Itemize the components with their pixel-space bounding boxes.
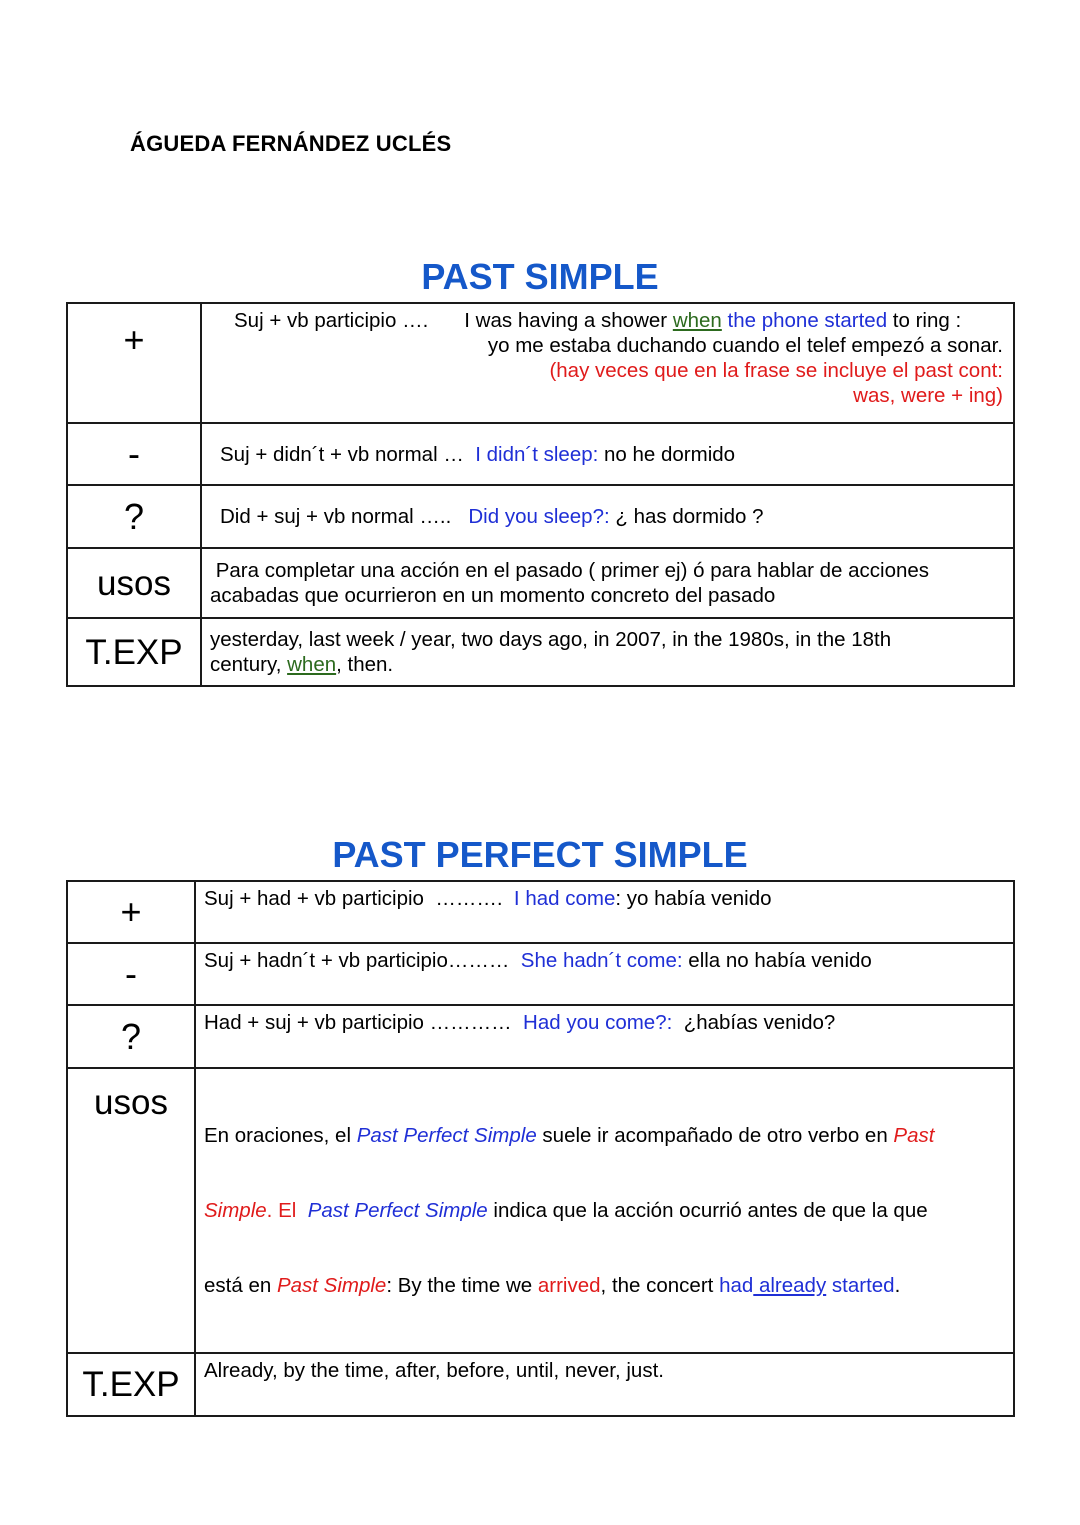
table-row xyxy=(67,1068,1014,1353)
table-row xyxy=(67,618,1014,686)
usos-example: had xyxy=(719,1274,754,1297)
question-formula: Did + suj + vb normal ….. xyxy=(220,505,457,528)
minus-content xyxy=(195,943,1014,1005)
usos-label: usos xyxy=(67,1068,195,1353)
table-row xyxy=(67,423,1014,485)
question-symbol: ? xyxy=(67,485,201,548)
question-example: Had you come?: xyxy=(517,1011,673,1034)
usos-content xyxy=(195,1068,1014,1353)
usos-content xyxy=(201,548,1014,618)
texp-line-2b: , then. xyxy=(336,653,394,676)
usos-term: Simple xyxy=(204,1199,267,1222)
question-example: Did you sleep?: xyxy=(456,505,610,528)
question-symbol: ? xyxy=(67,1005,195,1068)
minus-symbol: - xyxy=(67,423,201,485)
table-row xyxy=(67,485,1014,548)
usos-text: : By the time we xyxy=(386,1274,538,1297)
table-row xyxy=(67,548,1014,618)
usos-term: Past Simple xyxy=(276,1274,387,1297)
minus-formula: Suj + hadn´t + vb participio……… xyxy=(204,949,516,972)
minus-translation: ella no había venido xyxy=(682,949,872,972)
question-translation: ¿habías venido? xyxy=(672,1011,836,1034)
plus-translation: yo me estaba duchando cuando el telef empezó a sonar. xyxy=(487,334,1003,357)
question-content xyxy=(201,485,1014,548)
usos-term: Past Perfect Simple xyxy=(302,1199,488,1222)
table-row xyxy=(67,943,1014,1005)
minus-symbol: - xyxy=(67,943,195,1005)
past-perfect-title: PAST PERFECT SIMPLE xyxy=(332,834,748,875)
usos-term: Past xyxy=(893,1124,935,1147)
usos-line-1: Para completar una acción en el pasado ( primer ej) ó para hablar de acciones xyxy=(210,559,930,582)
minus-example: I didn´t sleep: xyxy=(469,442,599,466)
usos-text: . El xyxy=(266,1199,302,1222)
plus-content xyxy=(195,881,1014,943)
minus-content xyxy=(201,423,1014,485)
texp-when: when xyxy=(287,653,337,676)
usos-text: está en xyxy=(204,1274,277,1297)
question-formula: Had + suj + vb participio ………… xyxy=(204,1011,518,1034)
past-perfect-table xyxy=(66,880,1015,1417)
plus-symbol: + xyxy=(67,881,195,943)
past-simple-title: PAST SIMPLE xyxy=(421,256,659,297)
past-simple-table xyxy=(66,302,1015,687)
plus-example-c: to ring : xyxy=(887,309,962,332)
texp-line-2a: century, xyxy=(210,653,288,676)
usos-text: indica que la acción ocurrió antes de que la que xyxy=(487,1199,928,1222)
usos-text: , the concert xyxy=(600,1274,720,1297)
texp-content xyxy=(201,618,1014,686)
plus-example-when: when xyxy=(672,309,722,332)
minus-translation: no he dormido xyxy=(598,442,736,466)
plus-formula: Suj + had + vb participio ………. xyxy=(204,887,509,910)
plus-example-a: I was having a shower xyxy=(464,309,673,332)
usos-example: started xyxy=(826,1274,895,1297)
plus-example: I had come xyxy=(508,887,616,910)
plus-translation: : yo había venido xyxy=(615,887,772,910)
usos-line-2: acabadas que ocurrieron en un momento concreto del pasado xyxy=(210,584,776,607)
usos-text: . xyxy=(894,1274,901,1297)
plus-content xyxy=(201,303,1014,423)
usos-text: En oraciones, el xyxy=(204,1124,357,1147)
texp-content: Already, by the time, after, before, until, never, just. xyxy=(195,1353,1014,1416)
author-name: ÁGUEDA FERNÁNDEZ UCLÉS xyxy=(130,131,452,156)
usos-text: suele ir acompañado de otro verbo en xyxy=(536,1124,894,1147)
question-content xyxy=(195,1005,1014,1068)
usos-label: usos xyxy=(67,548,201,618)
texp-label: T.EXP xyxy=(67,1353,195,1416)
plus-note-2: was, were + ing) xyxy=(853,384,1003,407)
usos-example: arrived xyxy=(537,1274,601,1297)
table-row xyxy=(67,881,1014,943)
table-row xyxy=(67,1005,1014,1068)
table-row xyxy=(67,1353,1014,1416)
texp-label: T.EXP xyxy=(67,618,201,686)
plus-note-1: (hay veces que en la frase se incluye el past cont: xyxy=(549,359,1003,382)
texp-line-1: yesterday, last week / year, two days ago, in 2007, in the 1980s, in the 18th xyxy=(210,628,892,651)
minus-example: She hadn´t come: xyxy=(515,949,683,972)
plus-formula: Suj + vb participio …. xyxy=(234,309,429,332)
usos-term: Past Perfect Simple xyxy=(356,1124,537,1147)
usos-example: already xyxy=(753,1274,827,1297)
plus-symbol: + xyxy=(67,303,201,423)
plus-example-b: the phone started xyxy=(721,309,888,332)
question-translation: ¿ has dormido ? xyxy=(609,505,764,528)
minus-formula: Suj + didn´t + vb normal … xyxy=(220,442,470,466)
table-row xyxy=(67,303,1014,423)
